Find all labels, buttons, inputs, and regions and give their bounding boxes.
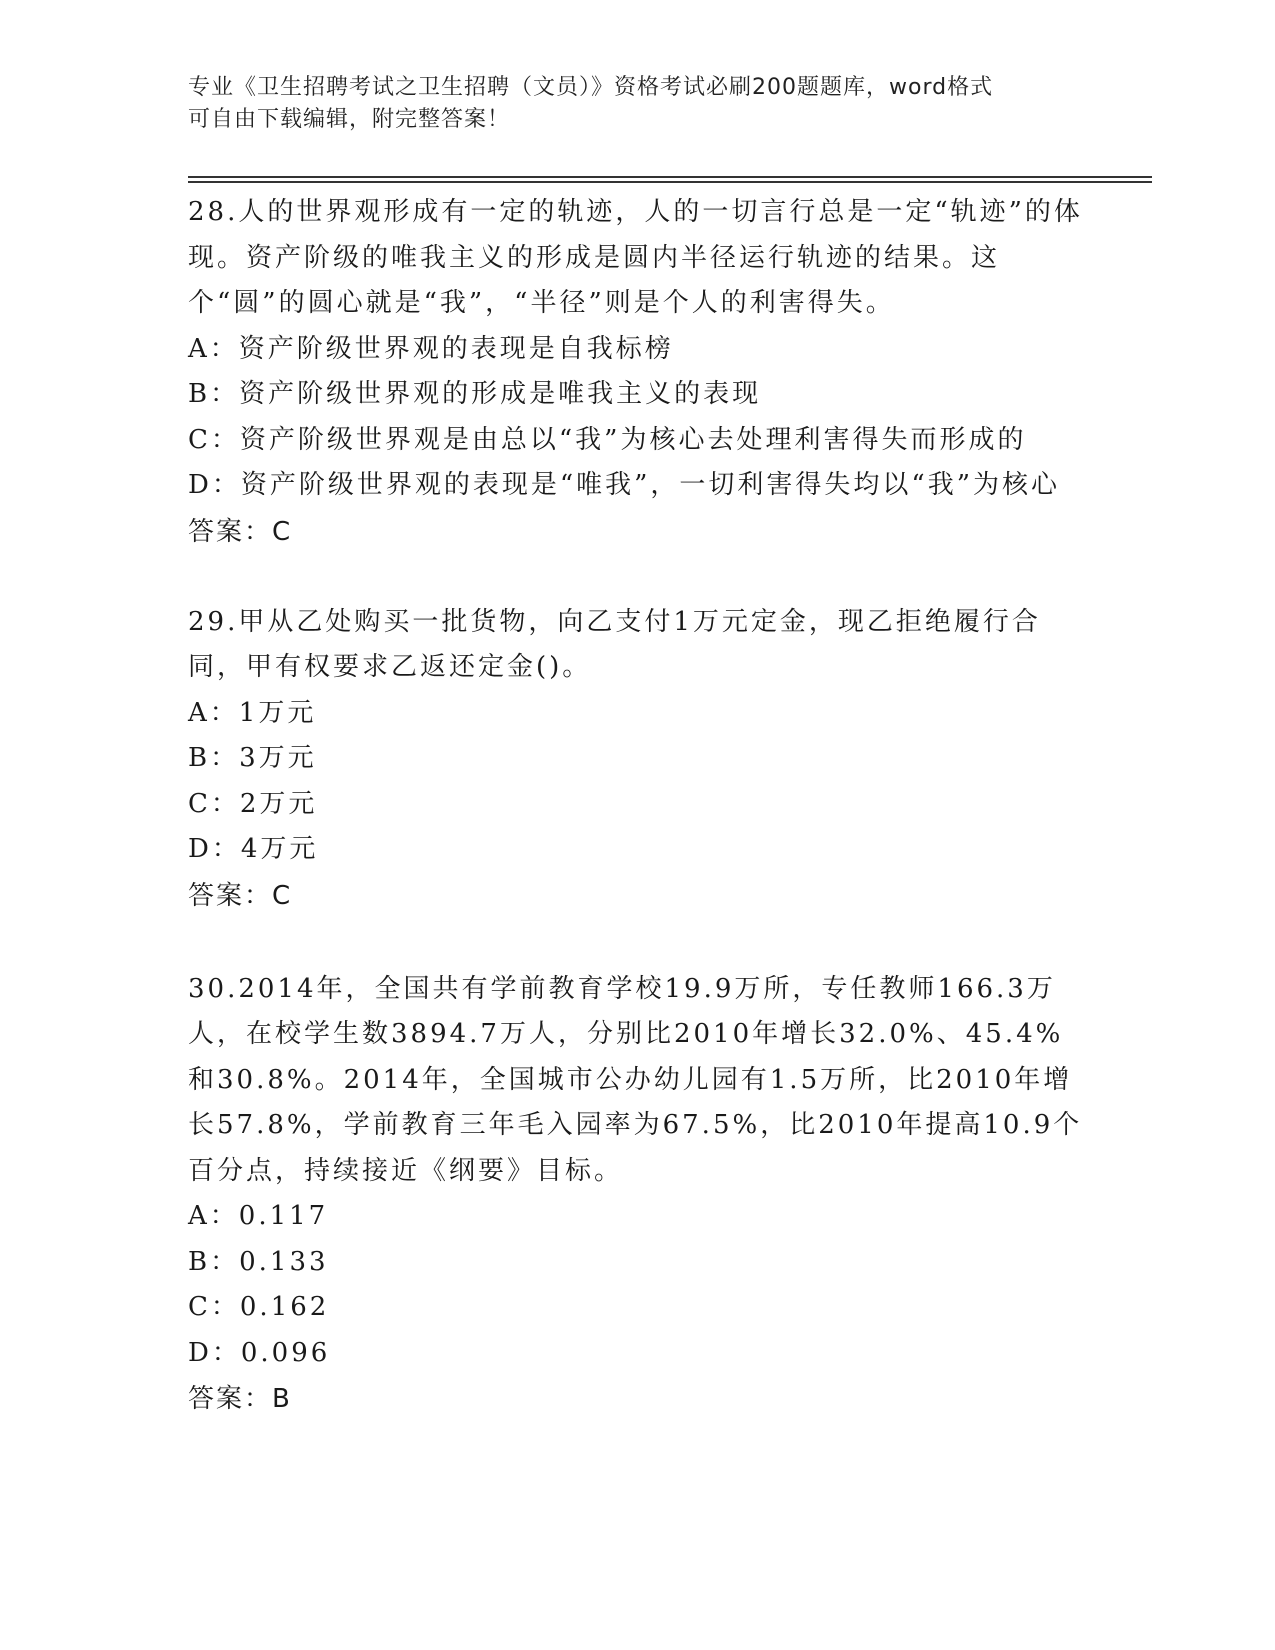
- option-c: C：2万元: [188, 788, 318, 819]
- header-title-line-2: 可自由下载编辑，附完整答案！: [188, 107, 511, 132]
- question-spacer: [188, 555, 1088, 600]
- option-b: B：0.133: [188, 1246, 329, 1277]
- option-a: A：1万元: [188, 697, 317, 728]
- option-d: D：资产阶级世界观的表现是“唯我”，一切利害得失均以“我”为核心: [188, 470, 1061, 500]
- document-header: [188, 72, 1068, 136]
- option-b: B：3万元: [188, 743, 317, 773]
- question-text: 30.2014年，全国共有学前教育学校19.9万所，专任教师166.3万人，在校学生数3894.7万人，分别比2010年增长32.0%、45.4%和30.8%。2014年，全国城市公办幼儿园有1.5万所，比2010年增长57.8%，学前教育三年毛入园率为67.5%，比2010年提高10.9个百分点，持续接近《纲要》目标。: [188, 973, 1083, 1186]
- question-text: 29.甲从乙处购买一批货物，向乙支付1万元定金，现乙拒绝履行合同，甲有权要求乙返还定金()。: [188, 606, 1041, 682]
- option-d: D：4万元: [188, 834, 319, 864]
- question-30: [188, 967, 1088, 1423]
- option-c: C：资产阶级世界观是由总以“我”为核心去处理利害得失而形成的: [188, 424, 1027, 455]
- option-a: A：0.117: [188, 1201, 329, 1231]
- question-28: [188, 190, 1088, 555]
- option-a: A：资产阶级世界观的表现是自我标榜: [188, 333, 674, 364]
- answer-line: 答案：C: [188, 880, 293, 911]
- answer-line: 答案：B: [188, 1384, 292, 1414]
- option-b: B：资产阶级世界观的形成是唯我主义的表现: [188, 379, 762, 409]
- question-spacer: [188, 919, 1088, 967]
- header-double-rule: [188, 176, 1152, 183]
- question-list: [188, 190, 1088, 1422]
- header-title-line-1: 专业《卫生招聘考试之卫生招聘（文员）》资格考试必刷200题题库，word格式: [188, 75, 994, 100]
- option-c: C：0.162: [188, 1292, 330, 1322]
- question-text: 28.人的世界观形成有一定的轨迹，人的一切言行总是一定“轨迹”的体现。资产阶级的唯我主义的形成是圆内半径运行轨迹的结果。这个“圆”的圆心就是“我”，“半径”则是个人的利害得失。: [188, 197, 1083, 318]
- question-29: [188, 600, 1088, 919]
- option-d: D：0.096: [188, 1337, 331, 1368]
- answer-line: 答案：C: [188, 516, 293, 547]
